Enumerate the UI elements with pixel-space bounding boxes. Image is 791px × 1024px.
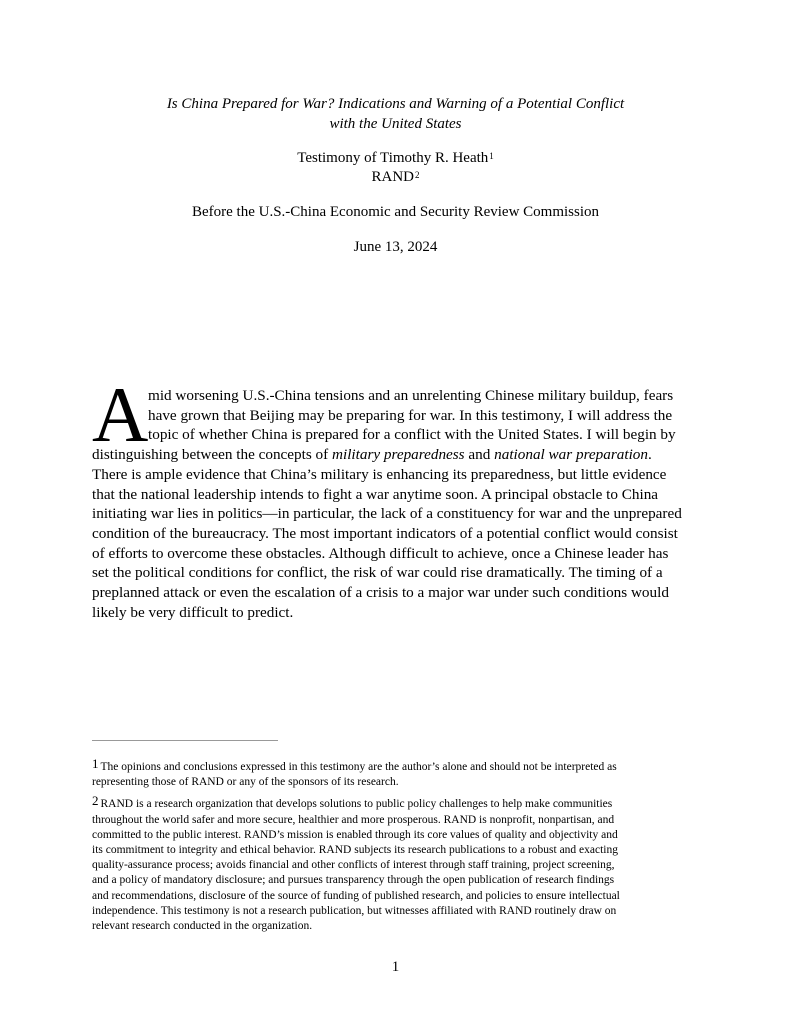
body-line: preplanned attack or even the escalation of a crisis to a major war under such conditions would: [92, 584, 669, 602]
footnote-line: committed to the public interest. RAND’s mission is enabled through its core values of quality and objectivity and: [92, 828, 618, 841]
body-line: condition of the bureaucracy. The most important indicators of a potential conflict would consist: [92, 524, 678, 542]
footnote-line: [92, 793, 702, 812]
commission-line: Before the U.S.-China Economic and Security Review Commission: [191, 204, 599, 220]
body-line: of efforts to overcome these obstacles. Although difficult to achieve, once a Chinese leader has: [92, 544, 669, 562]
term-military-preparedness: military preparedness: [332, 446, 465, 464]
body-line: that the national leadership intends to fight a war anytime soon. A principal obstacle to China: [92, 485, 659, 503]
footnote-line: independence. This testimony is not a research publication, but witnesses affiliated with RAND routinely draw on: [92, 904, 617, 917]
organization-text: RAND: [371, 169, 414, 185]
footnote-text: The opinions and conclusions expressed in this testimony are the author’s alone and should not be interpreted as: [100, 761, 617, 773]
footnote-line: throughout the world safer and more secure, healthier and more prosperous. RAND is nonprofit, nonpartisan, and: [92, 813, 615, 826]
footnote-1: [92, 756, 702, 790]
footnote-number: 1: [92, 756, 99, 771]
footnote-2: [92, 793, 702, 934]
body-text: .: [647, 446, 652, 464]
title-line-2: with the United States: [329, 116, 462, 132]
drop-cap: A: [92, 371, 149, 458]
footnote-line: relevant research conducted in the organization.: [92, 920, 313, 933]
body-line: topic of whether China is prepared for a conflict with the United States. I will begin by: [148, 426, 676, 444]
term-national-war-preparation: national war preparation: [494, 446, 648, 464]
footnote-line: quality-assurance process; avoids financial and other conflicts of interest through staff training, project screening,: [92, 859, 615, 872]
body-line: [92, 445, 698, 465]
title-line-1: Is China Prepared for War? Indications and Warning of a Potential Conflict: [166, 96, 625, 112]
body-line: likely be very difficult to predict.: [92, 603, 294, 621]
organization: [0, 168, 791, 187]
footnote-divider: [92, 740, 278, 741]
footnotes: [92, 756, 702, 937]
footnote-line: its commitment to integrity and ethical behavior. RAND subjects its research publications to a robust and exacting: [92, 844, 619, 857]
testimony-date: June 13, 2024: [353, 239, 438, 255]
abstract-paragraph: [92, 386, 698, 622]
body-line: set the political conditions for conflict, the risk of war could rise dramatically. The timing of a: [92, 564, 663, 582]
footnote-line: and recommendations, disclosure of the source of funding of published research, and policies to ensure intellectual: [92, 889, 620, 902]
body-line: have grown that Beijing may be preparing for war. In this testimony, I will address the: [148, 406, 673, 424]
body-text: and: [464, 446, 495, 464]
footnote-line: [92, 756, 702, 775]
body-line: There is ample evidence that China’s military is enhancing its preparedness, but little evidence: [92, 465, 667, 483]
footnote-number: 2: [92, 793, 99, 809]
body-text: distinguishing between the concepts of: [92, 446, 332, 464]
footnote-line: and a policy of mandatory disclosure; and pursues transparency through the open publication of research findings: [92, 874, 615, 887]
body-line: mid worsening U.S.-China tensions and an unrelenting Chinese military buildup, fears: [148, 387, 674, 404]
footnote-ref-2[interactable]: 2: [415, 170, 420, 180]
footnote-text: RAND is a research organization that develops solutions to public policy challenges to help make communities: [100, 798, 613, 811]
document-title: [0, 94, 791, 134]
testimony-author-text: Testimony of Timothy R. Heath: [297, 150, 489, 166]
footnote-ref-1[interactable]: 1: [489, 151, 494, 161]
footnote-line: representing those of RAND or any of the sponsors of its research.: [92, 776, 399, 789]
page-number: 1: [391, 959, 400, 975]
body-line: initiating war lies in politics—in particular, the lack of a constituency for war and the unprepared: [92, 505, 682, 523]
testimony-author: [0, 149, 791, 168]
